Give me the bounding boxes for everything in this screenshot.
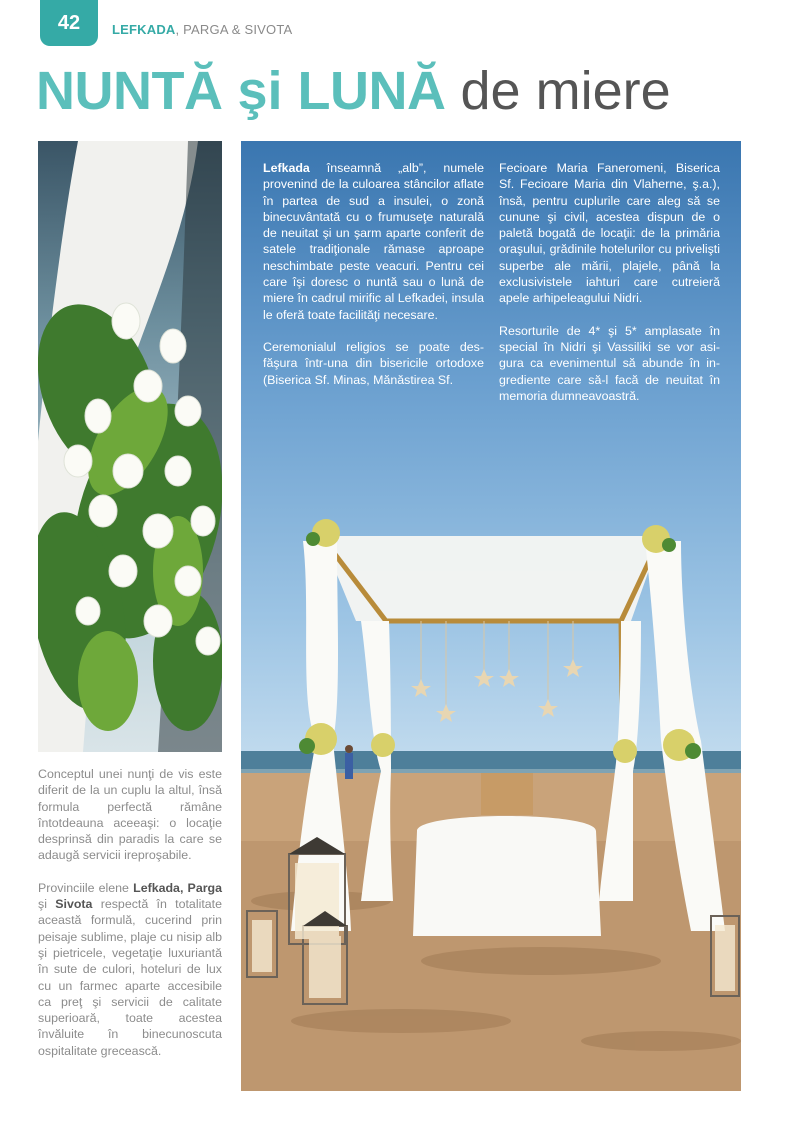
title-word-luna: LUNĂ bbox=[297, 61, 446, 121]
photo-text-column-2 bbox=[499, 160, 720, 420]
p2-text-b: şi bbox=[38, 897, 56, 912]
page-number: 42 bbox=[57, 11, 81, 34]
photo-text-column-1 bbox=[263, 160, 484, 404]
photo-paragraph-2-start: Ceremonialul religios se poate desfăşura într-una din bisericile ortodoxe (Biserica Sf. Minas, Mănăstirea Sf. bbox=[263, 339, 484, 387]
intro-paragraph-1: Conceptul unei nunţi de vis este diferit de la un cuplu la altul, însă formula perfectă rămâne întotdeauna aceeaşi: o locaţie desprinsă din paradis la care se adaugă servicii ireproşabile. bbox=[38, 767, 222, 863]
page-number-tab bbox=[40, 0, 98, 46]
title-word-nunta: NUNTĂ bbox=[36, 61, 223, 121]
p2-text-a: Provinciile elene bbox=[38, 880, 134, 895]
intro-text-column bbox=[38, 766, 222, 1075]
flower-arrangement-photo bbox=[38, 141, 222, 752]
running-head-brand: LEFKADA bbox=[112, 22, 176, 37]
page-title bbox=[36, 58, 671, 124]
photo-paragraph-3: Resorturile de 4* şi 5* amplasate în special în Nidri şi Vassiliki se vor asigura ca evenimentul să abunde în ingrediente care să-l facă de neuitat în memoria dumneavoastră. bbox=[499, 323, 720, 403]
running-head-subtitle: , PARGA & SIVOTA bbox=[175, 22, 293, 37]
beach-wedding-photo bbox=[241, 141, 741, 1091]
photo-paragraph-2-end: Fecioare Maria Faneromeni, Biserica Sf. Fecioare Maria din Vlaherne, ş.a.), însă, pentru cuplurile care aleg să se cunune şi civil, acestea dispun de o paletă bogată de locaţii: de la primăria oraşului, grădinile hotelurilor cu privelişti superbe ale mării, plajele, până la exclusivistele iahturi care cutreieră apele arhipeleagului Nidri. bbox=[499, 161, 720, 306]
photo-p1-text: înseamnă „alb”, numele provenind de la culoarea stâncilor aflate în partea de sud a insulei, o zonă binecuvântată cu o frumuseţe naturală de neuitat şi un şarm aparte conferit de satele tradiţionale rămase aproape neschimbate peste veacuri. Pentru cei care îşi doresc o nuntă sau o lună de miere în cadrul mirific al Lefkadei, insula le oferă toate facilităţi necesare. bbox=[263, 161, 484, 322]
photo-paragraph-1 bbox=[263, 160, 484, 323]
running-head bbox=[112, 22, 292, 37]
title-word-si: şi bbox=[222, 61, 298, 121]
p2-text-c: respectă în totalitate această formulă, cucerind prin peisaje sublime, plaje cu nisip alb şi pietricele, vegetaţie luxuriantă în sute de culori, hoteluri de lux cu un farmec aparte accesibile ca preţ şi servicii de calitate superioară, toate acestea învăluite în binecunoscuta ospitalitate grecească. bbox=[38, 897, 222, 1058]
title-word-de-miere: de miere bbox=[445, 61, 671, 121]
p2-bold-lefkada-parga: Lefkada, Parga bbox=[133, 880, 222, 895]
intro-paragraph-2 bbox=[38, 880, 222, 1059]
photo-p1-bold-lefkada: Lefkada bbox=[263, 161, 310, 175]
p2-bold-sivota: Sivota bbox=[55, 897, 93, 912]
